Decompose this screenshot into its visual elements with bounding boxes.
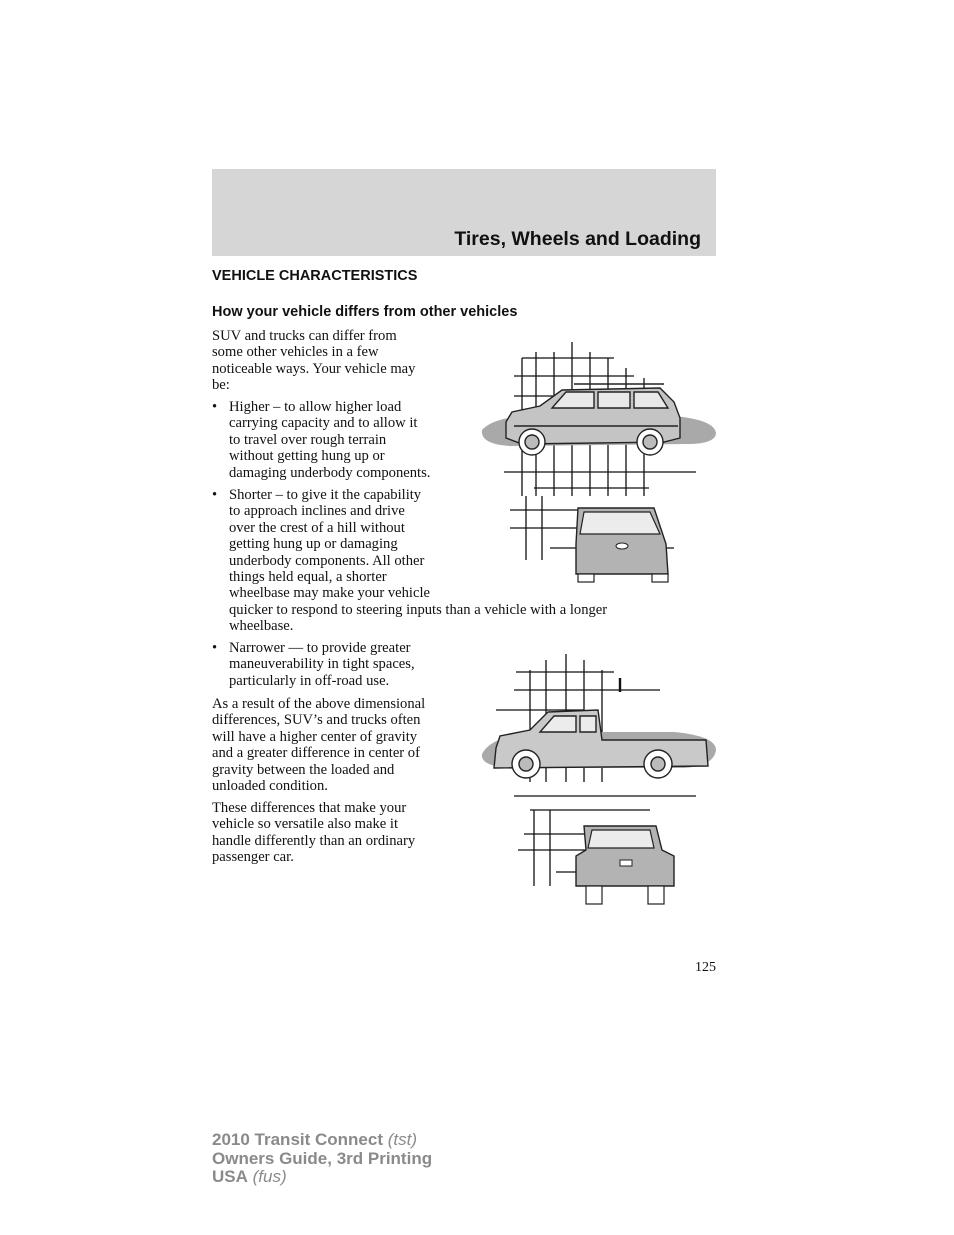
section-heading: VEHICLE CHARACTERISTICS	[212, 268, 418, 284]
text-line: As a result of the above dimensional	[212, 696, 426, 712]
footer-line-market	[212, 1168, 432, 1187]
pickup-side-and-rear-illustration	[474, 650, 720, 908]
suv-side-and-rear-illustration	[474, 338, 720, 586]
footer-model-code: (tst)	[387, 1130, 418, 1149]
text-line: underbody components. All other	[229, 552, 425, 569]
bullet-narrower	[229, 640, 415, 689]
text-line: to approach inclines and drive	[229, 503, 405, 520]
text-line: gravity between the loaded and	[212, 761, 395, 778]
text-line: wheelbase.	[229, 618, 294, 635]
text-line: particularly in off-road use.	[229, 672, 390, 689]
text-line: damaging underbody components.	[229, 464, 431, 481]
text-line: will have a higher center of gravity	[212, 728, 418, 745]
intro-paragraph	[212, 328, 415, 394]
footer-market: USA	[212, 1167, 248, 1186]
text-line: quicker to respond to steering inputs than a vehicle with a longer	[229, 601, 608, 618]
footer-guide: Owners Guide, 3rd Printing	[212, 1148, 433, 1168]
text-line: passenger car.	[212, 849, 294, 866]
text-line: Higher – to allow higher load	[229, 399, 402, 415]
chapter-header-band	[212, 169, 716, 256]
dimension-paragraph	[212, 696, 425, 794]
text-line: Shorter – to give it the capability	[229, 487, 422, 503]
text-line: things held equal, a shorter	[229, 569, 387, 586]
footer-model: 2010 Transit Connect	[212, 1130, 384, 1149]
text-line: differences, SUV’s and trucks often	[212, 712, 421, 729]
text-line: wheelbase may make your vehicle	[229, 585, 430, 602]
bullet-marker: •	[212, 640, 218, 656]
text-line: and a greater difference in center of	[212, 745, 420, 762]
text-line: be:	[212, 377, 230, 394]
text-line: These differences that make your	[212, 800, 407, 816]
footer-market-code: (fus)	[252, 1167, 287, 1186]
text-line: unloaded condition.	[212, 778, 328, 795]
text-line: SUV and trucks can differ from	[212, 328, 397, 344]
handling-paragraph	[212, 800, 415, 866]
text-line: noticeable ways. Your vehicle may	[212, 360, 416, 377]
footer-line-model	[212, 1131, 432, 1150]
bullet-higher	[229, 399, 430, 481]
text-line: without getting hung up or	[229, 448, 385, 465]
page-number: 125	[695, 960, 716, 975]
text-line: carrying capacity and to allow it	[229, 415, 418, 432]
bullet-marker: •	[212, 399, 218, 415]
text-line: handle differently than an ordinary	[212, 832, 416, 849]
text-line: over the crest of a hill without	[229, 519, 405, 536]
sub-heading: How your vehicle differs from other vehicles	[212, 304, 518, 320]
text-line: maneuverability in tight spaces,	[229, 656, 415, 673]
document-footer	[212, 1131, 432, 1187]
text-line: getting hung up or damaging	[229, 536, 398, 553]
footer-line-guide	[212, 1150, 432, 1169]
bullet-marker: •	[212, 487, 218, 503]
chapter-title: Tires, Wheels and Loading	[454, 228, 701, 250]
text-line: some other vehicles in a few	[212, 344, 379, 361]
text-line: vehicle so versatile also make it	[212, 816, 399, 833]
text-line: to travel over rough terrain	[229, 431, 387, 448]
text-line: Narrower — to provide greater	[229, 640, 411, 656]
